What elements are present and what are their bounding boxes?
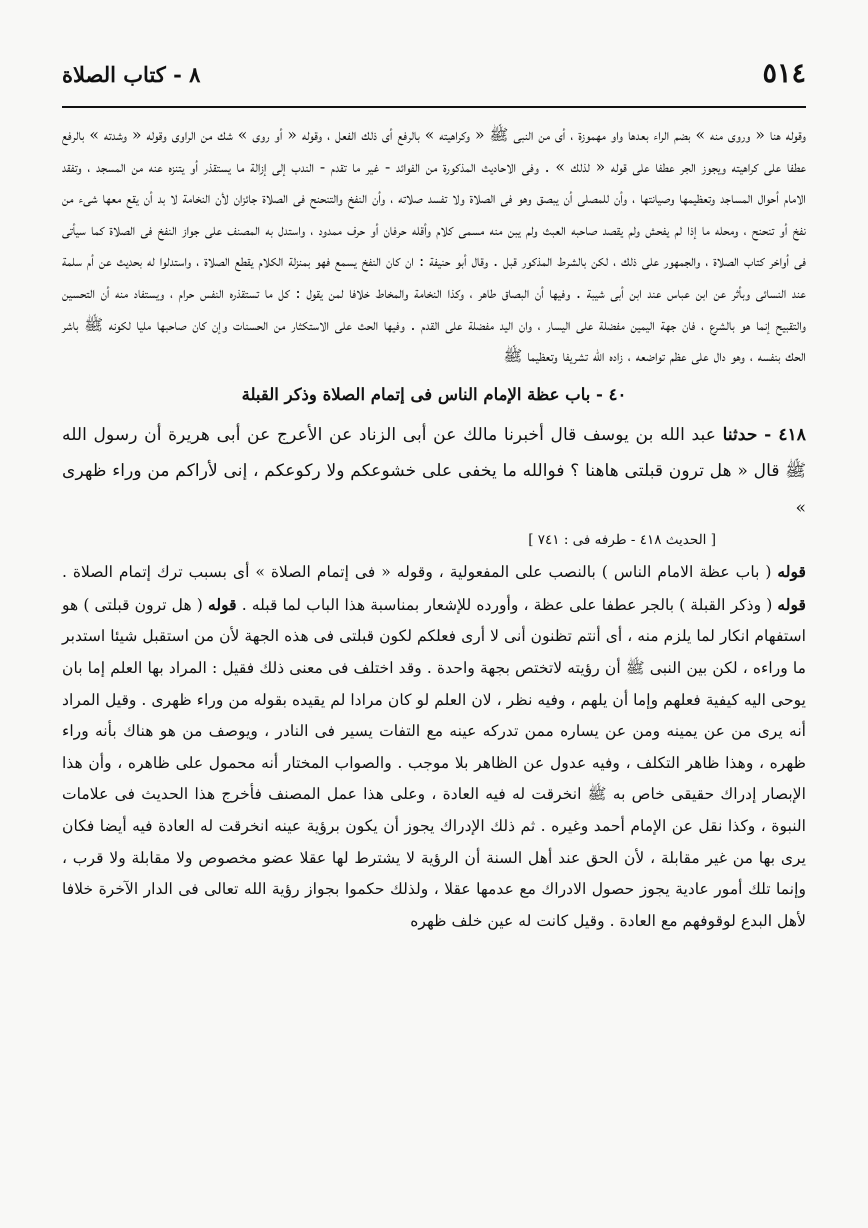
lemma-marker: قوله — [207, 594, 237, 614]
running-title: ٨ - كتاب الصلاة — [62, 62, 201, 87]
commentary-paragraph-top: وقوله هنا « وروى منه » بضم الراء بعدها واو مهموزة ، أى من النبى ﷺ « وكراهيته » بالرفع أى ذلك الفعل ، وقوله « أو روى » شك من الراوى وقوله « وشدته » بالرفع عطفا على كراهيته ويجوز الجر عطفا على قوله « لذلك » . وفى الاحاديث المذكورة من الفوائد - غير ما تقدم - الندب إلى إزالة ما يستقذر أو يتنزه عنه من المسجد ، وتفقد الامام أحوال المساجد وتعظيمها وصيانتها ، وأن للمصلى أن يبصق وهو فى الصلاة ولا تفسد صلاته ، وأن النفخ والتنحنح فى الصلاة جائزان لأن النخامة لا بد أن يقع معها شىء من نفخ أو تنحنح ، ومحله ما إذا لم يفحش ولم يقصد صاحبه العبث ولم يبن منه مسمى كلام وأقله حرفان أو حرف ممدود ، واستدل به المصنف على جواز النفخ فى الصلاة كما سيأتى فى أواخر كتاب الصلاة ، والجمهور على ذلك ، لكن بالشرط المذكور قبل . وقال أبو حنيفة : ان كان النفخ يسمع فهو بمنزلة الكلام يقطع الصلاة ، واستدلوا له بحديث عن أم سلمة عند النسائى وبأثر عن ابن عباس عند ابن أبى شيبة . وفيها أن البصاق طاهر ، وكذا النخامة والمخاط خلافا لمن يقول : كل ما تستقذره النفس حرام ، ويستفاد منه أن التحسين والتقبيح إنما هو بالشرع ، فان جهة اليمين مفضلة على اليسار ، وان اليد مفضلة على القدم . وفيها الحث على الاستكثار من الحسنات وإن كان صاحبها مليا لكونه ﷺ باشر الحك بنفسه ، وهو دال على عظم تواضعه ، زاده الله تشريفا وتعظيما ﷺ — [62, 126, 806, 366]
page-header — [62, 58, 806, 102]
hadith-cross-reference: [ الحديث ٤١٨ - طرفه فى : ٧٤١ ] — [528, 532, 716, 549]
hadith-text — [62, 417, 806, 527]
chapter-heading: ٤٠ - باب عظة الإمام الناس فى إتمام الصلاة وذكر القبلة — [241, 384, 627, 404]
commentary-text: ( هل ترون قبلتى ) هو استفهام انكار لما يلزم منه ، أى أنتم تظنون أنى لا أرى فعلكم لكون قبلتى فى هذه الجهة لأن من استقبل شيئا استدبر ما وراءه ، لكن بين النبى ﷺ أن رؤيته لاتختص بجهة واحدة . وقد اختلف فى معنى ذلك فقيل : المراد بها العلم إما بان يوحى اليه كيفية فعلهم وإما أن يلهم ، وفيه نظر ، لان العلم لو كان مرادا لم يقيده بقوله من وراء ظهرى . وقيل المراد أنه يرى من عن يمينه ومن عن يساره ممن تدركه عينه مع التفات يسير فى النادر ، ويوصف من هو هناك بأنه وراء ظهره ، وهذا ظاهر التكلف ، وفيه عدول عن الظاهر بلا موجب . والصواب المختار أنه محمول على ظاهره ، وأن هذا الإبصار إدراك حقيقى خاص به ﷺ انخرقت له فيه العادة ، وعلى هذا عمل المصنف فأخرج هذا الحديث فى علامات النبوة ، وكذا نقل عن الإمام أحمد وغيره . ثم ذلك الإدراك يجوز أن يكون برؤية عينه انخرقت له العادة فيه أيضا فكان يرى بها من غير مقابلة ، لأن الحق عند أهل السنة أن الرؤية لا يشترط لها عقلا عضو مخصوص ولا مقابلة ولا قرب ، وإنما تلك أمور عادية يجوز حصول الادراك مع عدمها عقلا ، ولذلك حكموا بجواز رؤية الله تعالى فى الدار الآخرة خلافا لأهل البدع لوقوفهم مع العادة . وقيل كانت له عين خلف ظهره — [62, 595, 807, 930]
hadith-body: عبد الله بن يوسف قال أخبرنا مالك عن أبى الزناد عن الأعرج عن أبى هريرة أن رسول الله ﷺ قال « هل ترون قبلتى هاهنا ؟ فوالله ما يخفى على خشوعكم ولا ركوعكم ، إنى لأراكم من وراء ظهرى » — [62, 424, 806, 518]
lemma-marker: قوله — [777, 562, 806, 582]
page-number: ٥١٤ — [762, 58, 806, 89]
commentary-text: ( باب عظة الامام الناس ) بالنصب على المفعولية ، وقوله « فى إتمام الصلاة » أى بسبب ترك إتمام الصلاة . — [62, 563, 778, 582]
commentary-text: ( وذكر القبلة ) بالجر عطفا على عظة ، وأورده للإشعار بمناسبة هذا الباب لما قبله . — [236, 595, 778, 614]
header-divider — [62, 106, 806, 108]
hadith-number: ٤١٨ - — [764, 424, 807, 445]
lemma-marker: قوله — [777, 594, 806, 614]
commentary-paragraph-bottom — [62, 556, 806, 937]
hadith-opening: حدثنا — [722, 424, 758, 445]
